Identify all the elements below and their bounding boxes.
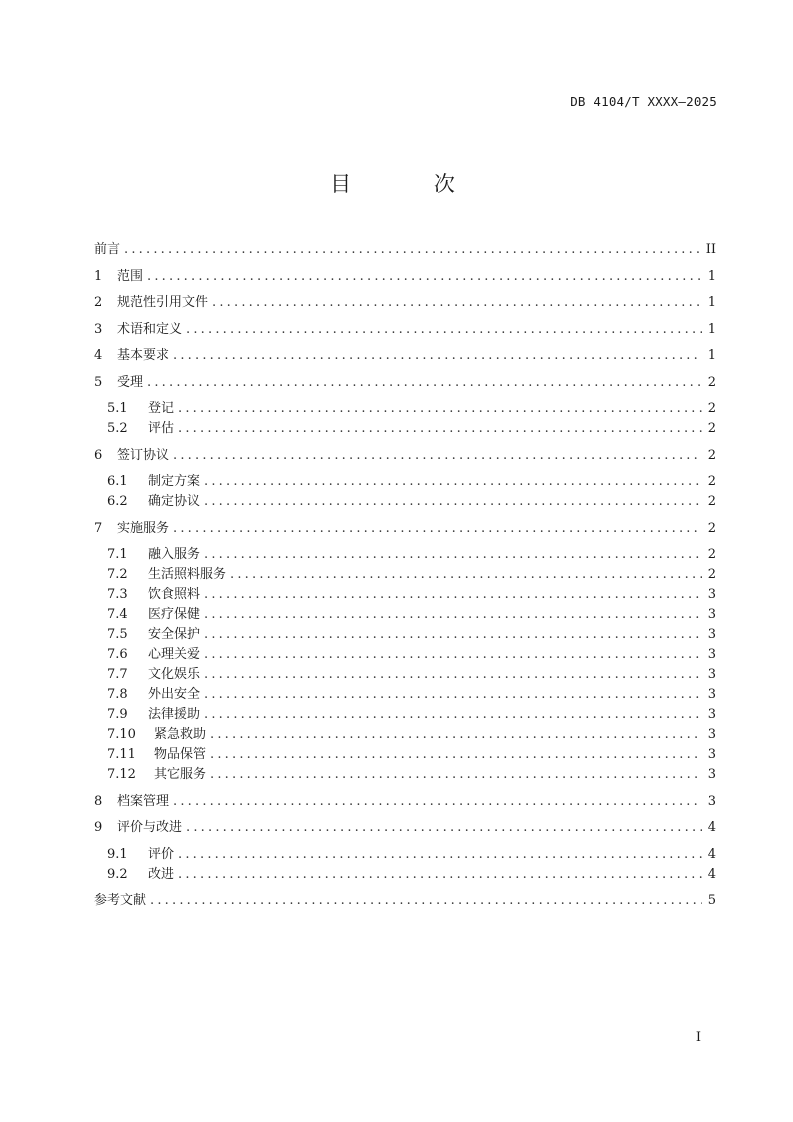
toc-entry-number: 7.8 <box>107 687 128 702</box>
toc-entry-page: 3 <box>707 647 716 662</box>
toc-entry-number: 7.1 <box>107 547 128 562</box>
toc-entry-number: 7.3 <box>107 587 128 602</box>
toc-entry-label: 实施服务 <box>117 520 170 536</box>
toc-entry[interactable] <box>94 320 716 347</box>
dot-leader <box>210 725 702 745</box>
toc-entry-label: 制定方案 <box>148 474 201 489</box>
toc-entry-number: 8 <box>94 793 103 809</box>
toc-entry-page: 3 <box>707 727 716 742</box>
toc-entry-number: 9.2 <box>107 866 128 882</box>
toc-entry-label: 前言 <box>94 242 121 257</box>
toc-entry-page: 2 <box>707 494 716 509</box>
toc-entry-label: 参考文献 <box>94 893 147 908</box>
toc-entry-label: 评价与改进 <box>117 820 183 835</box>
dot-leader <box>212 293 702 313</box>
toc-entry-number: 4 <box>94 348 103 363</box>
toc-entry-page: 3 <box>707 687 716 702</box>
toc-entry-number: 2 <box>94 295 103 310</box>
toc-entry-number: 9.1 <box>107 846 128 862</box>
dot-leader <box>147 373 702 393</box>
dot-leader <box>204 665 702 685</box>
toc-title: 目 次 <box>330 172 493 196</box>
toc-entry[interactable] <box>94 745 716 765</box>
document-code: DB 4104/T XXXX—2025 <box>570 94 717 109</box>
toc-entry-page: 1 <box>707 321 716 337</box>
toc-entry-number: 6.2 <box>107 494 128 509</box>
toc-entry-number: 3 <box>94 321 103 337</box>
toc-entry-number: 7.4 <box>107 607 128 622</box>
dot-leader <box>173 446 702 466</box>
toc-entry-page: 3 <box>707 747 716 762</box>
toc-entry-page: 1 <box>707 268 716 284</box>
toc-entry[interactable] <box>94 645 716 665</box>
toc-entry[interactable] <box>94 293 716 320</box>
toc-entry-number: 5.2 <box>107 421 128 436</box>
dot-leader <box>124 240 700 260</box>
toc-entry-number: 7.2 <box>107 567 128 582</box>
toc-entry-label: 法律援助 <box>148 707 201 722</box>
toc-entry-page: II <box>705 242 716 257</box>
toc-entry-label: 改进 <box>148 866 175 882</box>
toc-entry-page: 3 <box>707 607 716 622</box>
toc-entry-label: 心理关爱 <box>148 647 201 662</box>
toc-entry[interactable] <box>94 446 716 473</box>
toc-entry-label: 生活照料服务 <box>148 567 227 582</box>
toc-entry-number: 7 <box>94 520 103 536</box>
toc-entry-label: 物品保管 <box>154 747 207 762</box>
table-of-contents <box>94 240 716 918</box>
dot-leader <box>204 685 702 705</box>
toc-entry-page: 3 <box>707 707 716 722</box>
toc-entry-page: 4 <box>707 866 716 882</box>
toc-entry-label: 外出安全 <box>148 687 201 702</box>
toc-entry-label: 评估 <box>148 421 175 436</box>
toc-entry-number: 7.9 <box>107 707 128 722</box>
dot-leader <box>186 320 702 340</box>
dot-leader <box>230 565 702 585</box>
toc-entry-label: 评价 <box>148 846 175 862</box>
toc-entry-number: 7.10 <box>107 727 136 742</box>
dot-leader <box>147 267 702 287</box>
toc-entry[interactable] <box>94 665 716 685</box>
dot-leader <box>204 705 702 725</box>
dot-leader <box>173 792 702 812</box>
toc-entry-label: 术语和定义 <box>117 321 183 337</box>
dot-leader <box>204 545 702 565</box>
toc-entry-page: 4 <box>707 846 716 862</box>
toc-entry-label: 基本要求 <box>117 348 170 363</box>
dot-leader <box>204 645 702 665</box>
toc-entry-label: 文化娱乐 <box>148 667 201 682</box>
toc-entry-number: 9 <box>94 820 103 835</box>
toc-entry-number: 7.6 <box>107 647 128 662</box>
dot-leader <box>173 519 702 539</box>
toc-entry[interactable] <box>94 818 716 845</box>
toc-entry[interactable] <box>94 792 716 819</box>
dot-leader <box>178 865 702 885</box>
toc-entry-label: 安全保护 <box>148 627 201 642</box>
toc-entry[interactable] <box>94 419 716 446</box>
dot-leader <box>204 492 702 512</box>
dot-leader <box>150 891 702 911</box>
toc-entry[interactable] <box>94 725 716 745</box>
toc-entry-page: 5 <box>707 893 716 908</box>
toc-entry[interactable] <box>94 565 716 585</box>
toc-entry[interactable] <box>94 240 716 267</box>
toc-entry-page: 2 <box>707 401 716 416</box>
toc-entry-page: 3 <box>707 587 716 602</box>
toc-entry-label: 登记 <box>148 401 175 416</box>
toc-entry-page: 3 <box>707 627 716 642</box>
toc-entry-label: 规范性引用文件 <box>117 295 209 310</box>
toc-entry-page: 2 <box>707 567 716 582</box>
toc-entry-label: 签订协议 <box>117 447 170 463</box>
dot-leader <box>204 625 702 645</box>
dot-leader <box>178 419 702 439</box>
toc-entry-page: 2 <box>707 447 716 463</box>
toc-entry[interactable] <box>94 865 716 892</box>
toc-entry-number: 5 <box>94 374 103 390</box>
toc-entry[interactable] <box>94 399 716 419</box>
toc-entry[interactable] <box>94 373 716 400</box>
toc-entry-number: 7.11 <box>107 747 136 762</box>
toc-entry-number: 7.5 <box>107 627 128 642</box>
toc-entry-page: 2 <box>707 474 716 489</box>
toc-entry[interactable] <box>94 346 716 373</box>
toc-entry-number: 5.1 <box>107 401 128 416</box>
toc-entry[interactable] <box>94 545 716 565</box>
dot-leader <box>178 845 702 865</box>
page-number: I <box>695 1030 701 1045</box>
toc-entry-label: 档案管理 <box>117 793 170 809</box>
toc-entry[interactable] <box>94 492 716 519</box>
toc-entry-page: 1 <box>707 295 716 310</box>
toc-entry-page: 3 <box>707 767 716 782</box>
dot-leader <box>204 585 702 605</box>
toc-entry[interactable] <box>94 267 716 294</box>
dot-leader <box>210 765 702 785</box>
toc-entry-number: 1 <box>94 268 103 284</box>
toc-entry[interactable] <box>94 519 716 546</box>
toc-entry[interactable] <box>94 845 716 865</box>
toc-entry-label: 确定协议 <box>148 494 201 509</box>
toc-entry-label: 融入服务 <box>148 547 201 562</box>
dot-leader <box>204 605 702 625</box>
dot-leader <box>204 472 702 492</box>
toc-entry-label: 饮食照料 <box>148 587 201 602</box>
dot-leader <box>210 745 702 765</box>
toc-entry[interactable] <box>94 625 716 645</box>
toc-entry-number: 6 <box>94 447 103 463</box>
toc-entry-label: 医疗保健 <box>148 607 201 622</box>
toc-entry-page: 2 <box>707 421 716 436</box>
toc-entry-page: 2 <box>707 520 716 536</box>
toc-entry-label: 受理 <box>117 374 144 390</box>
toc-entry[interactable] <box>94 605 716 625</box>
toc-entry-number: 7.12 <box>107 767 136 782</box>
toc-entry-page: 4 <box>707 820 716 835</box>
toc-entry-page: 2 <box>707 374 716 390</box>
toc-entry[interactable] <box>94 891 716 918</box>
dot-leader <box>186 818 702 838</box>
toc-entry[interactable] <box>94 705 716 725</box>
dot-leader <box>173 346 702 366</box>
toc-entry-label: 范围 <box>117 268 144 284</box>
toc-entry[interactable] <box>94 472 716 492</box>
toc-entry-label: 其它服务 <box>154 767 207 782</box>
toc-entry-page: 1 <box>707 348 716 363</box>
dot-leader <box>178 399 702 419</box>
toc-entry-page: 2 <box>707 547 716 562</box>
toc-entry-number: 6.1 <box>107 474 128 489</box>
toc-entry-label: 紧急救助 <box>154 727 207 742</box>
toc-entry-number: 7.7 <box>107 667 128 682</box>
toc-entry-page: 3 <box>707 793 716 809</box>
toc-entry[interactable] <box>94 685 716 705</box>
toc-entry[interactable] <box>94 585 716 605</box>
toc-entry-page: 3 <box>707 667 716 682</box>
toc-entry[interactable] <box>94 765 716 792</box>
